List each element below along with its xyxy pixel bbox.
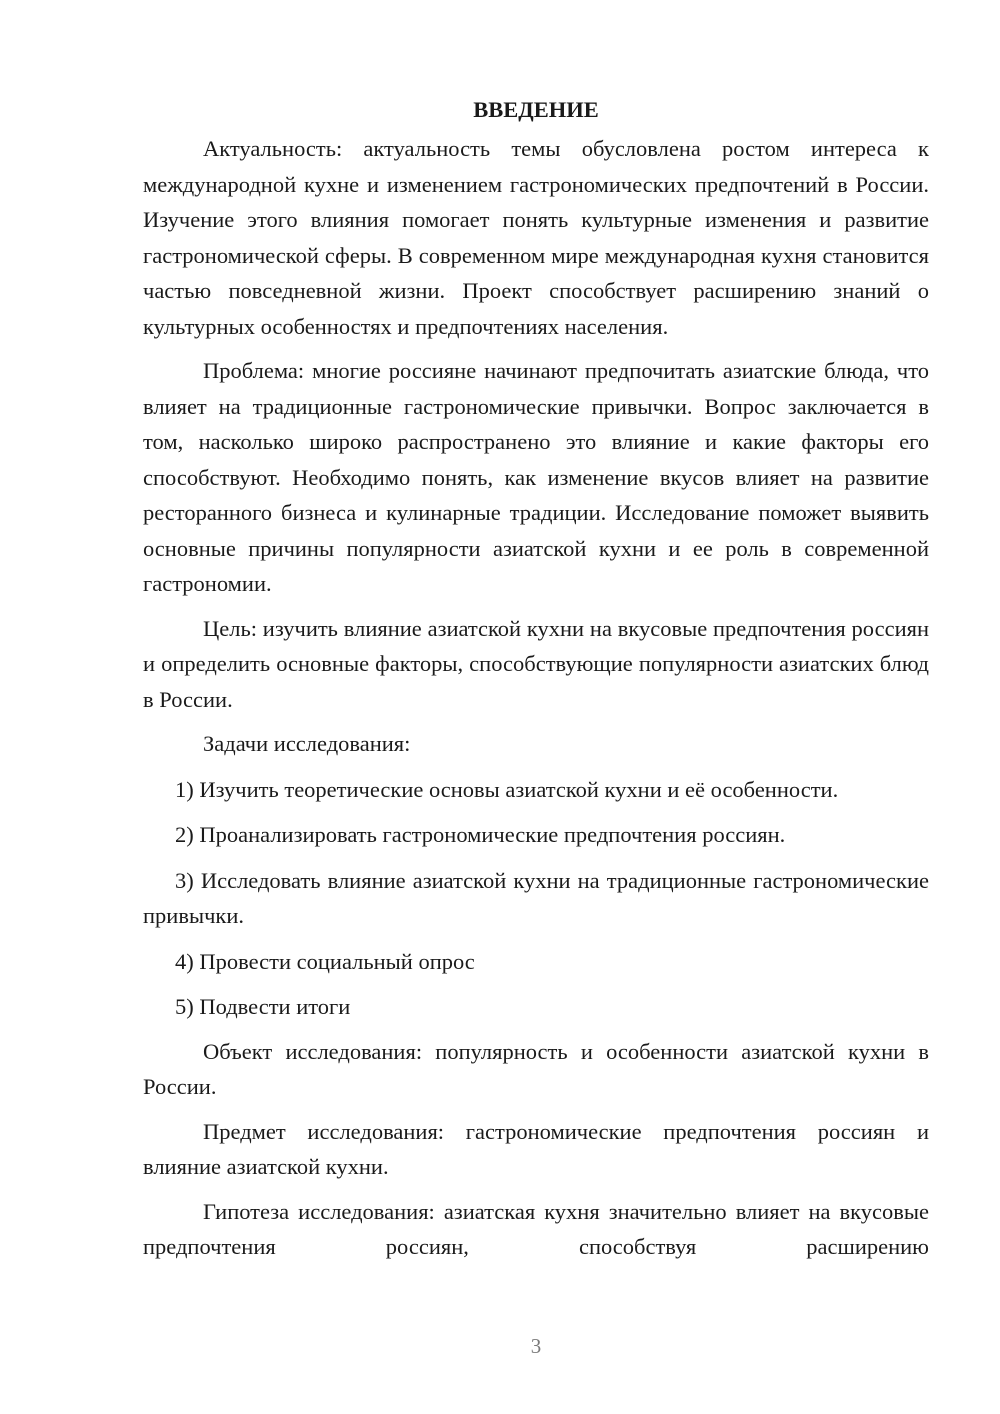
subject-paragraph: Предмет исследования: гастрономические предпочтения россиян и влияние азиатской кухни. (143, 1118, 929, 1179)
hypothesis-paragraph: Гипотеза исследования: азиатская кухня значительно влияет на вкусовые предпочтения россиян, способствуя расширению (143, 1198, 929, 1259)
problem-paragraph: Проблема: многие россияне начинают предпочитать азиатские блюда, что влияет на традиционные гастрономические привычки. Вопрос заключается в том, насколько широко распространено это влияние и какие факторы его способствуют. Необходимо понять, как изменение вкусов влияет на развитие ресторанного бизнеса и кулинарные традиции. Исследование поможет выявить основные причины популярности азиатской кухни и ее роль в современной гастрономии. (143, 358, 929, 596)
document-body (143, 92, 929, 1265)
page-number: 3 (530, 1334, 542, 1358)
relevance-paragraph: Актуальность: актуальность темы обусловлена ростом интереса к международной кухне и изменением гастрономических предпочтений в России. Изучение этого влияния помогает понять культурные изменения и развитие гастрономической сферы. В современном мире международная кухня становится частью повседневной жизни. Проект способствует расширению знаний о культурных особенностях и предпочтениях населения. (143, 136, 929, 339)
task-item-5: 5) Подвести итоги (175, 994, 351, 1019)
tasks-heading: Задачи исследования: (203, 731, 411, 756)
task-item-4: 4) Провести социальный опрос (175, 948, 475, 974)
section-title: ВВЕДЕНИЕ (473, 97, 599, 122)
task-item-1: 1) Изучить теоретические основы азиатской кухни и её особенности. (175, 776, 839, 802)
task-item-3: 3) Исследовать влияние азиатской кухни на традиционные гастрономические привычки. (143, 867, 929, 928)
goal-paragraph: Цель: изучить влияние азиатской кухни на вкусовые предпочтения россиян и определить основные факторы, способствующие популярности азиатских блюд в России. (143, 615, 929, 712)
object-paragraph: Объект исследования: популярность и особенности азиатской кухни в России. (143, 1038, 929, 1099)
task-item-2: 2) Проанализировать гастрономические предпочтения россиян. (175, 822, 786, 847)
